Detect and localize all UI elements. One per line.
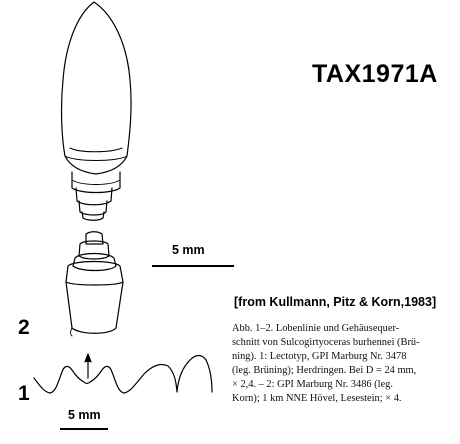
lower-scale-label: 5 mm — [68, 408, 101, 422]
caption-line: ning). 1: Lectotyp, GPI Marburg Nr. 3478 — [232, 351, 407, 363]
cross-section-upper — [62, 2, 132, 220]
caption-line: Abb. 1–2. Lobenlinie und Gehäusequer- — [232, 323, 400, 334]
specimen-id-title: TAX1971A — [312, 60, 438, 88]
caption-line: × 2,4. – 2: GPI Marburg Nr. 3486 (leg. — [232, 379, 393, 391]
caption-line: (leg. Brüning); Herdringen. Bei D = 24 mm, — [232, 365, 417, 377]
lower-scale-bar — [60, 428, 108, 430]
source-citation: [from Kullmann, Pitz & Korn,1983] — [234, 295, 437, 309]
figure-label-2: 2 — [18, 316, 30, 339]
figure-caption — [232, 322, 454, 407]
caption-line: schnitt von Sulcogirtyoceras burhennei (Brü- — [232, 337, 420, 349]
figure-label-1: 1 — [18, 382, 30, 405]
suture-line — [34, 356, 212, 394]
upper-scale-label: 5 mm — [172, 243, 205, 257]
upper-scale-bar — [152, 265, 234, 267]
venter-arrow — [85, 354, 91, 378]
caption-line: Korn); 1 km NNE Hövel, Lesestein; × 4. — [232, 393, 402, 405]
cross-section-lower — [66, 232, 123, 336]
